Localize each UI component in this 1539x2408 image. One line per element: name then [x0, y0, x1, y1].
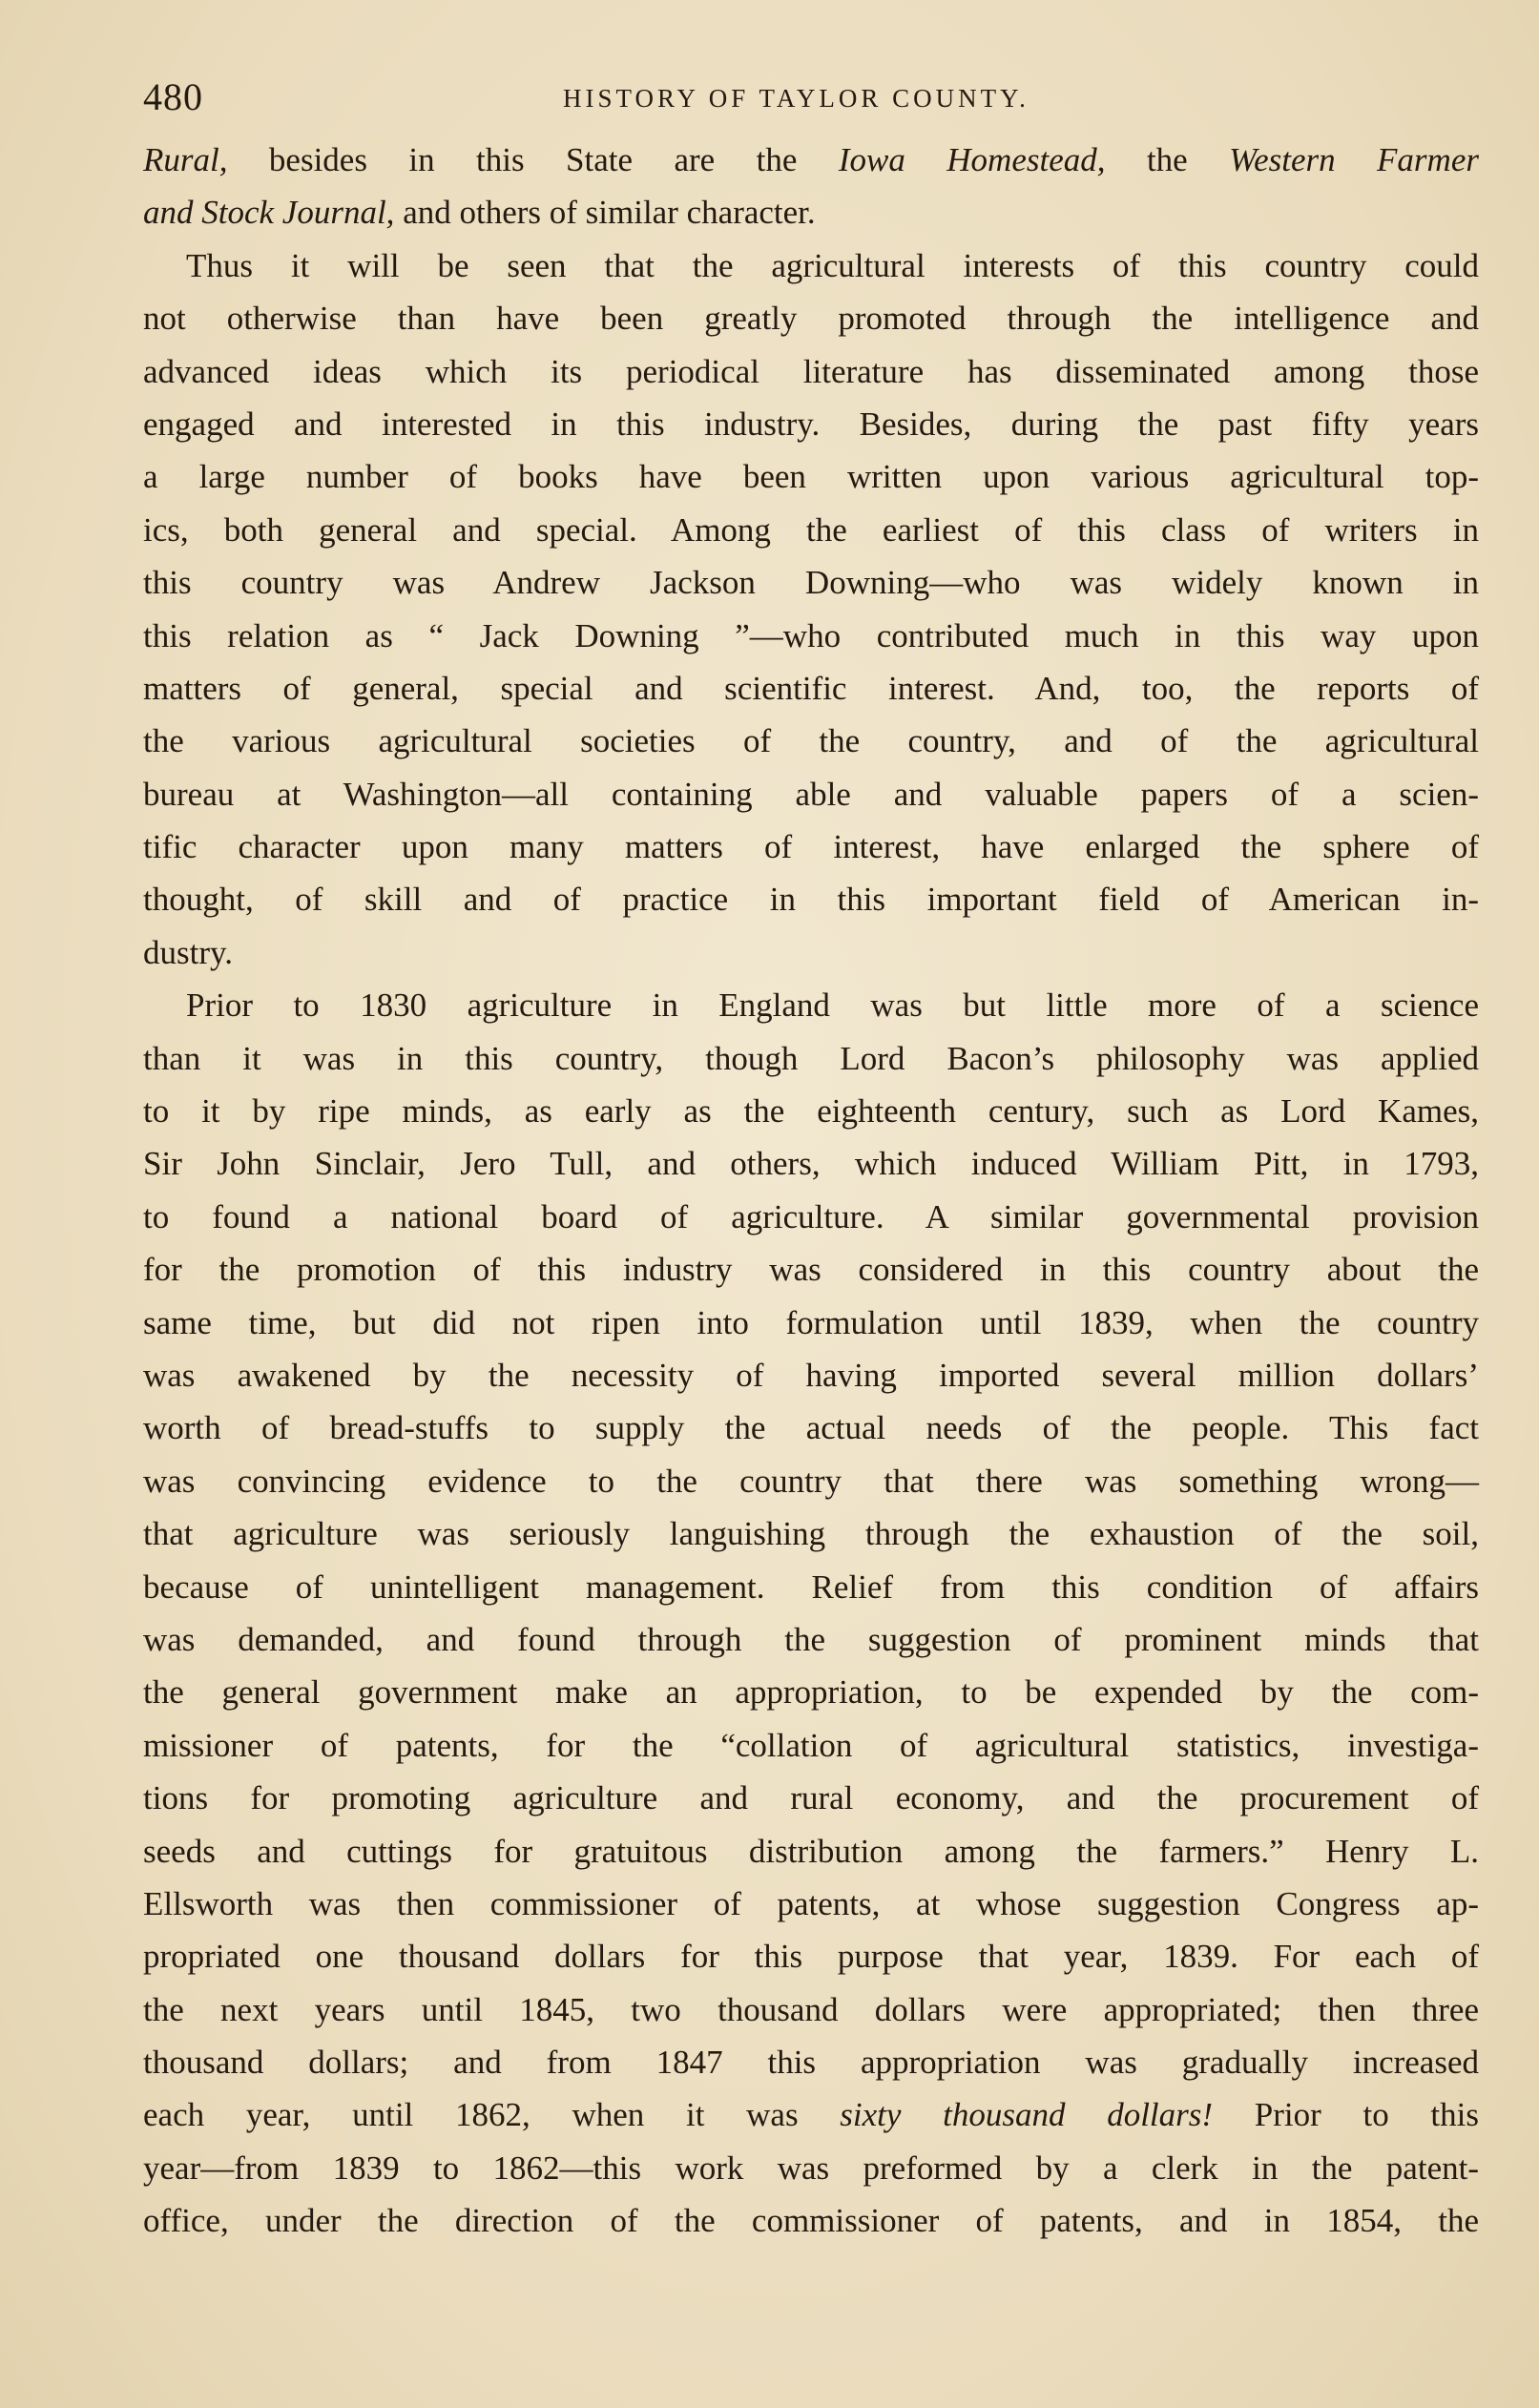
text-line — [143, 398, 1479, 450]
text-line — [143, 1825, 1479, 1878]
text-line — [143, 1032, 1479, 1085]
text-segment: Thus it will be seen that the agricultural interests of this country could — [186, 246, 1479, 284]
text-line — [143, 1983, 1479, 2036]
text-line — [143, 1085, 1479, 1137]
text-segment: year—from 1839 to 1862—this work was preformed by a clerk in the patent- — [143, 2149, 1479, 2187]
text-segment: that agriculture was seriously languishing through the exhaustion of the soil, — [143, 1515, 1479, 1553]
text-line — [143, 1243, 1479, 1296]
text-segment: office, under the direction of the commissioner of patents, and in 1854, the — [143, 2202, 1479, 2240]
text-line — [143, 1455, 1479, 1507]
text-line — [143, 1613, 1479, 1666]
text-segment: not otherwise than have been greatly promoted through the intelligence and — [143, 300, 1479, 338]
text-segment: engaged and interested in this industry. Besides, during the past fifty years — [143, 405, 1479, 443]
italic-text: Iowa Homestead, — [838, 141, 1106, 178]
text-segment: the — [1105, 141, 1230, 178]
text-line — [143, 1349, 1479, 1401]
text-segment: the various agricultural societies of the country, and of the agricultural — [143, 722, 1479, 760]
text-segment: Sir John Sinclair, Jero Tull, and others, which induced William Pitt, in 1793, — [143, 1145, 1479, 1183]
text-segment: tific character upon many matters of interest, have enlarged the sphere of — [143, 828, 1479, 866]
text-segment: than it was in this country, though Lord Bacon’s philosophy was applied — [143, 1039, 1479, 1077]
text-segment: was demanded, and found through the suggestion of prominent minds that — [143, 1620, 1479, 1658]
text-segment: bureau at Washington—all containing able and valuable papers of a scien- — [143, 775, 1479, 813]
text-line — [143, 345, 1479, 398]
running-title: HISTORY OF TAYLOR COUNTY. — [563, 84, 1029, 113]
text-segment: ics, both general and special. Among the earliest of this class of writers in — [143, 510, 1479, 549]
text-line — [143, 504, 1479, 556]
text-segment: this relation as “ Jack Downing ”—who contributed much in this way upon — [143, 616, 1479, 654]
text-segment: dustry. — [143, 933, 233, 971]
text-segment: a large number of books have been written upon various agricultural top- — [143, 458, 1479, 496]
text-line — [143, 1561, 1479, 1613]
text-line — [143, 292, 1479, 344]
text-segment: advanced ideas which its periodical literature has disseminated among those — [143, 352, 1479, 390]
text-line — [143, 1297, 1479, 1349]
text-segment: tions for promoting agriculture and rural economy, and the procurement of — [143, 1779, 1479, 1817]
text-segment: was awakened by the necessity of having imported several million dollars’ — [143, 1356, 1479, 1394]
text-line — [143, 1772, 1479, 1824]
text-line — [143, 2142, 1479, 2194]
text-segment: for the promotion of this industry was considered in this country about the — [143, 1251, 1479, 1289]
text-line — [143, 1930, 1479, 1982]
body-text — [143, 134, 1479, 2248]
text-line — [143, 239, 1479, 292]
text-line — [143, 662, 1479, 715]
text-segment: was convincing evidence to the country that there was something wrong— — [143, 1462, 1479, 1500]
text-segment: each year, until 1862, when it was — [143, 2096, 841, 2134]
text-segment: the next years until 1845, two thousand dollars were appropriated; then three — [143, 1990, 1479, 2028]
text-line — [143, 979, 1479, 1031]
text-line — [143, 1401, 1479, 1454]
text-line — [143, 186, 1479, 239]
text-segment: to it by ripe minds, as early as the eighteenth century, such as Lord Kames, — [143, 1092, 1479, 1131]
text-line — [143, 2036, 1479, 2088]
text-line — [143, 926, 1479, 979]
text-line — [143, 450, 1479, 503]
text-segment: this country was Andrew Jackson Downing—who was widely known in — [143, 564, 1479, 602]
text-segment: to found a national board of agriculture. A similar governmental provision — [143, 1197, 1479, 1235]
text-line — [143, 1191, 1479, 1243]
text-segment: seeds and cuttings for gratuitous distribution among the farmers.” Henry L. — [143, 1832, 1479, 1870]
text-line — [143, 1719, 1479, 1772]
text-line — [143, 873, 1479, 925]
page-number: 480 — [143, 75, 203, 118]
text-line — [143, 556, 1479, 609]
text-line — [143, 1137, 1479, 1190]
text-segment: the general government make an appropriation, to be expended by the com- — [143, 1673, 1479, 1712]
text-line — [143, 610, 1479, 662]
text-line — [143, 820, 1479, 873]
text-line — [143, 768, 1479, 820]
text-segment: because of unintelligent management. Relief from this condition of affairs — [143, 1567, 1479, 1606]
italic-text: Western Farmer — [1229, 141, 1479, 178]
text-line — [143, 715, 1479, 767]
text-segment: thousand dollars; and from 1847 this appropriation was gradually increased — [143, 2044, 1479, 2082]
text-line — [143, 2194, 1479, 2247]
text-segment: worth of bread-stuffs to supply the actual needs of the people. This fact — [143, 1409, 1479, 1447]
text-segment: matters of general, special and scientific interest. And, too, the reports of — [143, 669, 1479, 707]
text-line — [143, 1507, 1479, 1560]
italic-text: sixty thousand dollars! — [840, 2096, 1214, 2134]
text-line — [143, 2088, 1479, 2141]
running-head — [143, 74, 1431, 132]
text-segment: Prior to 1830 agriculture in England was but little more of a science — [186, 986, 1479, 1025]
text-segment: missioner of patents, for the “collation of agricultural statistics, investiga- — [143, 1726, 1479, 1764]
text-segment: besides in this State are the — [227, 141, 839, 178]
text-segment: Prior to this — [1213, 2096, 1479, 2134]
text-line — [143, 134, 1479, 186]
text-segment: and others of similar character. — [394, 194, 816, 232]
italic-text: Rural, — [143, 141, 228, 178]
text-line — [143, 1878, 1479, 1930]
text-segment: propriated one thousand dollars for this purpose that year, 1839. For each of — [143, 1938, 1479, 1976]
text-segment: same time, but did not ripen into formulation until 1839, when the country — [143, 1303, 1479, 1341]
italic-text: and Stock Journal, — [143, 194, 395, 232]
text-line — [143, 1666, 1479, 1718]
text-segment: thought, of skill and of practice in this important field of American in- — [143, 881, 1479, 919]
text-segment: Ellsworth was then commissioner of patents, at whose suggestion Congress ap- — [143, 1884, 1479, 1922]
